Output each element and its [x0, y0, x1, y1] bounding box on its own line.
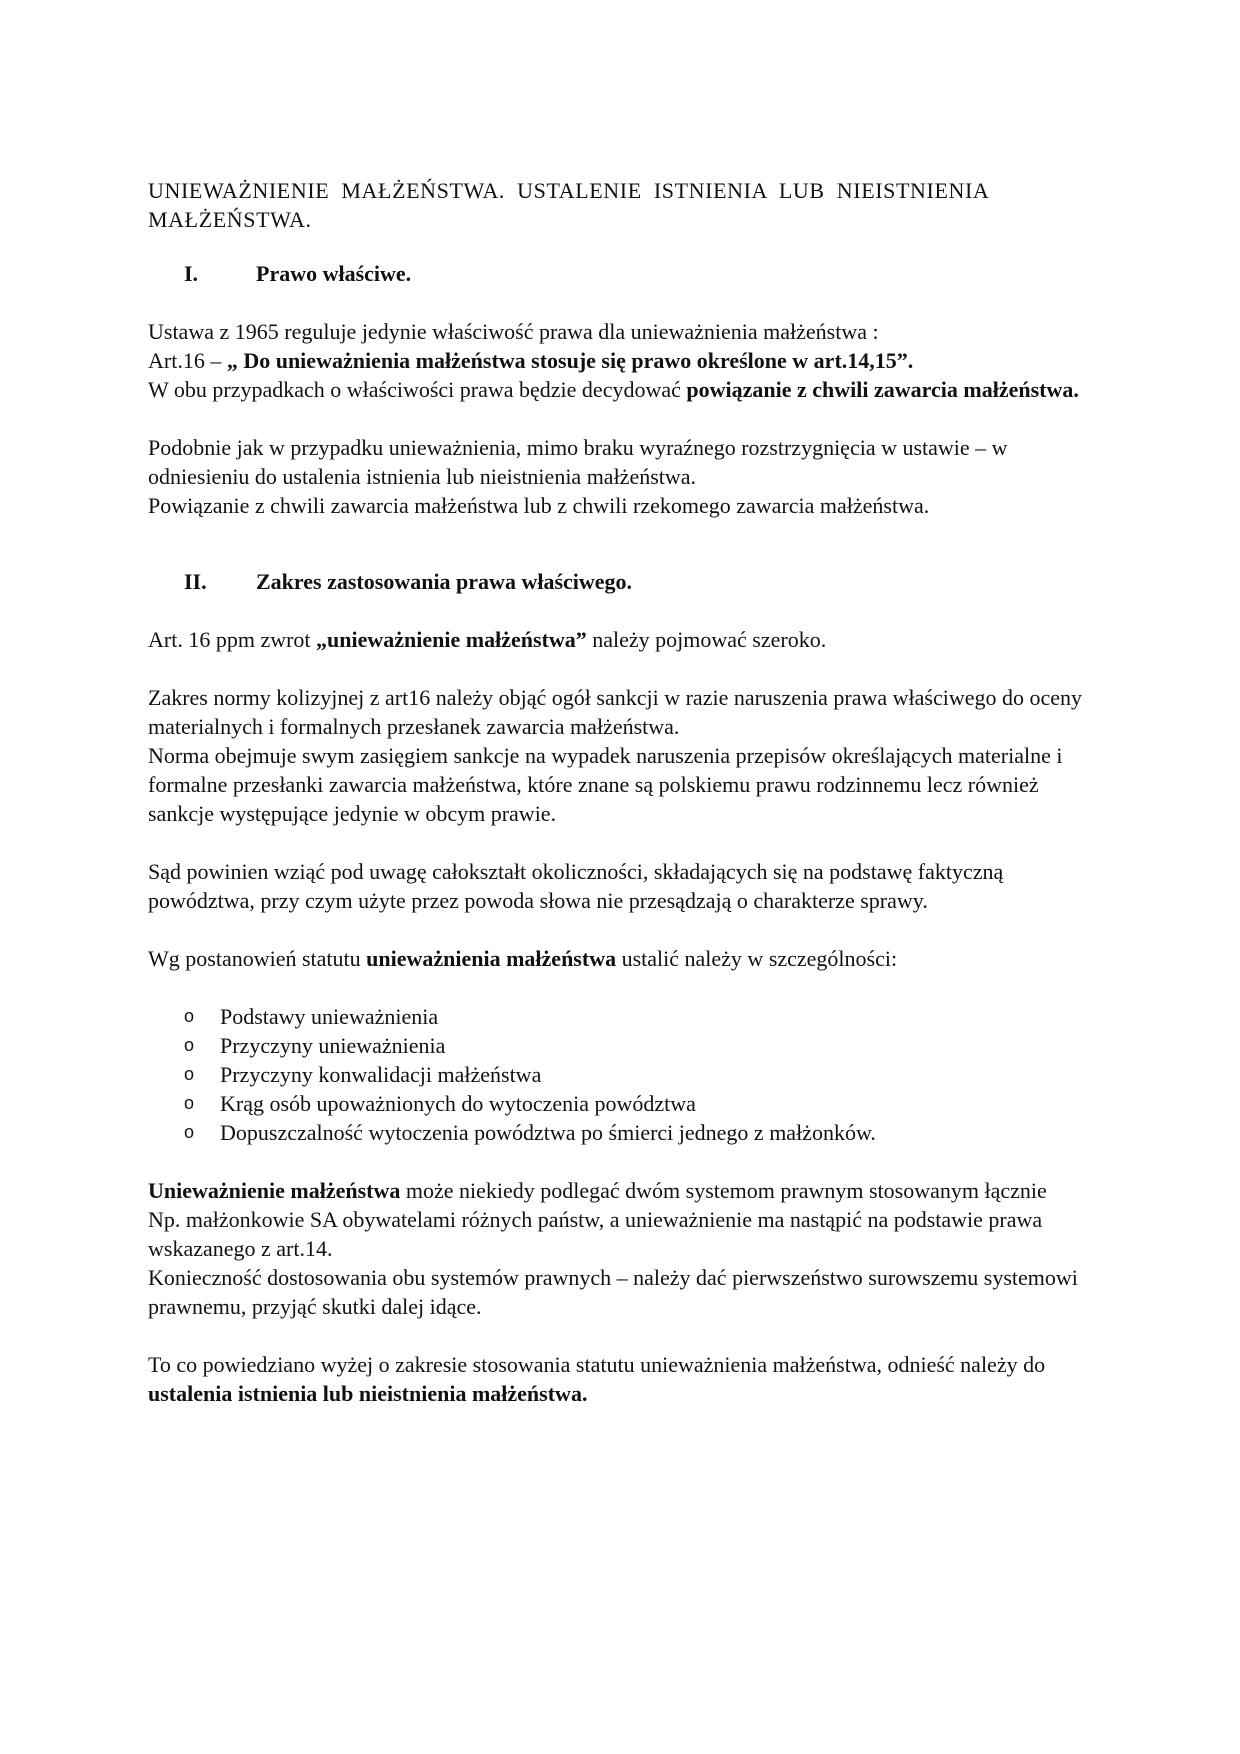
p5-plain-b: ustalić należy w szczególności:: [616, 946, 898, 971]
section-2-paragraph-5: [148, 944, 1108, 973]
section-2-title: Zakres zastosowania prawa właściwego.: [256, 569, 633, 594]
section-1-number: I.: [184, 261, 199, 286]
list-item: [148, 1002, 1108, 1031]
bullet-marker: o: [184, 1006, 195, 1026]
spacer: [148, 915, 1108, 944]
article-prefix: Art.16 –: [148, 348, 227, 373]
section-2-paragraph-4: Sąd powinien wziąć pod uwagę całokształt okoliczności, składających się na podstawę faktyczną powództwa, przy czym użyte przez powoda słowa nie przesądzają o charakterze sprawy.: [148, 859, 1004, 913]
section-2-heading: [148, 567, 1108, 596]
section-1-paragraph-2-line-2: Powiązanie z chwili zawarcia małżeństwa lub z chwili rzekomego zawarcia małżeństwa.: [148, 493, 930, 518]
document-content: [148, 176, 1108, 1408]
p6-bold: Unieważnienie małżeństwa: [148, 1178, 401, 1203]
spacer: [148, 654, 1108, 683]
section-2-paragraph-9: [148, 1350, 1108, 1408]
section-1-heading: [148, 259, 1108, 288]
spacer: [148, 404, 1108, 433]
line-3-bold: powiązanie z chwili zawarcia małżeństwa.: [686, 377, 1079, 402]
section-1-article-quote: [148, 346, 1108, 375]
list-item: [148, 1118, 1108, 1147]
spacer: [148, 1321, 1108, 1350]
bullet-list: [148, 1002, 1108, 1147]
spacer: [148, 973, 1108, 1002]
section-2-paragraph-6: [148, 1176, 1108, 1205]
list-item-text: Krąg osób upoważnionych do wytoczenia powództwa: [220, 1091, 696, 1116]
line-3-plain: W obu przypadkach o właściwości prawa będzie decydować: [148, 377, 687, 402]
section-2-paragraph-2: Zakres normy kolizyjnej z art16 należy objąć ogół sankcji w razie naruszenia prawa właściwego do oceny materialnych i formalnych przesłanek zawarcia małżeństwa.: [148, 685, 1083, 739]
list-item-text: Dopuszczalność wytoczenia powództwa po śmierci jednego z małżonków.: [220, 1120, 876, 1145]
list-item-text: Podstawy unieważnienia: [220, 1004, 439, 1029]
section-2-paragraph-1: [148, 625, 1108, 654]
p1-bold: „unieważnienie małżeństwa”: [316, 627, 587, 652]
p1-plain-a: Art. 16 ppm zwrot: [148, 627, 317, 652]
list-item: [148, 1031, 1108, 1060]
spacer: [148, 520, 1108, 567]
section-2-number: II.: [184, 569, 207, 594]
section-1-title: Prawo właściwe.: [256, 261, 412, 286]
section-2-paragraph-3: Norma obejmuje swym zasięgiem sankcje na wypadek naruszenia przepisów określających materialne i formalne przesłanki zawarcia małżeństwa, które znane są polskiemu prawu rodzinnemu lecz również sankcje występujące jedynie w obcym prawie.: [148, 743, 1063, 826]
list-item-text: Przyczyny unieważnienia: [220, 1033, 446, 1058]
p1-plain-b: należy pojmować szeroko.: [586, 627, 827, 652]
document-title: UNIEWAŻNIENIE MAŁŻEŃSTWA. USTALENIE ISTNIENIA LUB NIEISTNIENIA MAŁŻEŃSTWA.: [148, 178, 989, 232]
p9-plain: To co powiedziano wyżej o zakresie stosowania statutu unieważnienia małżeństwa, odnieść należy do: [148, 1352, 1046, 1377]
p5-plain-a: Wg postanowień statutu: [148, 946, 367, 971]
list-item-text: Przyczyny konwalidacji małżeństwa: [220, 1062, 542, 1087]
spacer: [148, 828, 1108, 857]
p9-bold: ustalenia istnienia lub nieistnienia małżeństwa.: [148, 1381, 588, 1406]
article-quote-bold: „ Do unieważnienia małżeństwa stosuje się prawo określone w art.14,15”.: [226, 348, 914, 373]
list-item: [148, 1060, 1108, 1089]
bullet-marker: o: [184, 1122, 195, 1142]
section-2-paragraph-7: Np. małżonkowie SA obywatelami różnych państw, a unieważnienie ma nastąpić na podstawie prawa wskazanego z art.14.: [148, 1207, 1043, 1261]
section-2-paragraph-8: Konieczność dostosowania obu systemów prawnych – należy dać pierwszeństwo surowszemu systemowi prawnemu, przyjąć skutki dalej idące.: [148, 1265, 1078, 1319]
bullet-marker: o: [184, 1064, 195, 1084]
list-item: [148, 1089, 1108, 1118]
p5-bold: unieważnienia małżeństwa: [366, 946, 617, 971]
spacer: [148, 1147, 1108, 1176]
bullet-marker: o: [184, 1093, 195, 1113]
section-1-paragraph-2: Podobnie jak w przypadku unieważnienia, mimo braku wyraźnego rozstrzygnięcia w ustawie – w odniesieniu do ustalenia istnienia lub nieistnienia małżeństwa.: [148, 435, 1008, 489]
section-1-paragraph-1-line-1: Ustawa z 1965 reguluje jedynie właściwość prawa dla unieważnienia małżeństwa :: [148, 319, 879, 344]
p6-plain: może niekiedy podlegać dwóm systemom prawnym stosowanym łącznie: [400, 1178, 1047, 1203]
bullet-marker: o: [184, 1035, 195, 1055]
section-1-paragraph-1-line-3: [148, 375, 1108, 404]
